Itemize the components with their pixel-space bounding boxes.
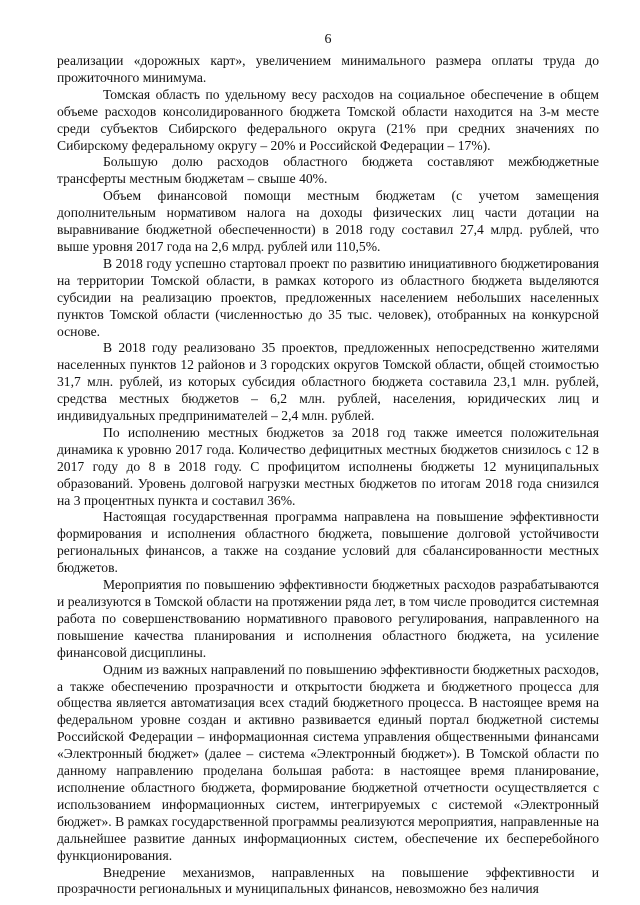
paragraph: По исполнению местных бюджетов за 2018 год также имеется положительная динамика к уровню 2017 года. Количество дефицитных местных бюджетов снизилось с 12 в 2017 году до 8 в 2018 году. С профицитом исполнены бюджеты 12 муниципальных образований. Уровень долговой нагрузки местных бюджетов по итогам 2018 года снизился на 3 процентных пункта и составил 36%. bbox=[57, 424, 599, 508]
paragraph: В 2018 году реализовано 35 проектов, предложенных непосредственно жителями населенных пунктов 12 районов и 3 городских округов Томской области, общей стоимостью 31,7 млн. рублей, из которых субсидия областного бюджета составила 23,1 млн. рублей, средства местных бюджетов – 6,2 млн. рублей, населения, юридических лиц и индивидуальных предпринимателей – 2,4 млн. рублей. bbox=[57, 340, 599, 424]
paragraph: Большую долю расходов областного бюджета составляют межбюджетные трансферты местным бюджетам – свыше 40%. bbox=[57, 154, 599, 187]
paragraph: Одним из важных направлений по повышению эффективности бюджетных расходов, а также обеспечению прозрачности и открытости бюджета и бюджетного процесса для общества является автоматизация всех стадий бюджетного процесса. В настоящее время на федеральном уровне создан и активно развивается единый портал бюджетной системы Российской Федерации – информационная система управления общественными финансами «Электронный бюджет» (далее – система «Электронный бюджет»). В Томской области по данному направлению проделана большая работа: в настоящее время планирование, исполнение областного бюджета, формирование бюджетной отчетности осуществляется с использованием информационных систем, интегрируемых с системой «Электронный бюджет». В рамках государственной программы реализуются мероприятия, направленные на дальнейшее развитие данных информационных систем, обеспечение их бесперебойного функционирования. bbox=[57, 661, 599, 863]
paragraph: Томская область по удельному весу расходов на социальное обеспечение в общем объеме расходов консолидированного бюджета Томской области находится на 3-м месте среди субъектов Сибирского федерального округа (21% при средних значениях по Сибирскому федеральному округу – 20% и Российской Федерации – 17%). bbox=[57, 86, 599, 153]
paragraph: Внедрение механизмов, направленных на повышение эффективности и прозрачности региональных и муниципальных финансов, невозможно без наличия bbox=[57, 864, 599, 897]
body-text bbox=[57, 53, 599, 898]
paragraph: реализации «дорожных карт», увеличением минимального размера оплаты труда до прожиточного минимума. bbox=[57, 53, 599, 85]
page-number: 6 bbox=[324, 32, 332, 47]
paragraph: Мероприятия по повышению эффективности бюджетных расходов разрабатываются и реализуются в Томской области на протяжении ряда лет, в том числе проводится системная работа по совершенствованию нормативного правового регулирования, направленного на повышение качества планирования и исполнения областного бюджета, на усиление финансовой дисциплины. bbox=[57, 577, 599, 660]
paragraph: Настоящая государственная программа направлена на повышение эффективности формирования и исполнения областного бюджета, повышение долговой устойчивости региональных финансов, а также на создание условий для сбалансированности местных бюджетов. bbox=[57, 509, 599, 576]
paragraph: Объем финансовой помощи местным бюджетам (с учетом замещения дополнительным нормативом налога на доходы физических лиц части дотации на выравнивание бюджетной обеспеченности) в 2018 году составил 27,4 млрд. рублей, что выше уровня 2017 года на 2,6 млрд. рублей или 110,5%. bbox=[57, 188, 599, 254]
paragraph: В 2018 году успешно стартовал проект по развитию инициативного бюджетирования на территории Томской области, в рамках которого из областного бюджета выделяются субсидии на реализацию проектов, предложенных населением небольших населенных пунктов Томской области (численностью до 35 тыс. человек), отобранных на конкурсной основе. bbox=[57, 255, 599, 339]
